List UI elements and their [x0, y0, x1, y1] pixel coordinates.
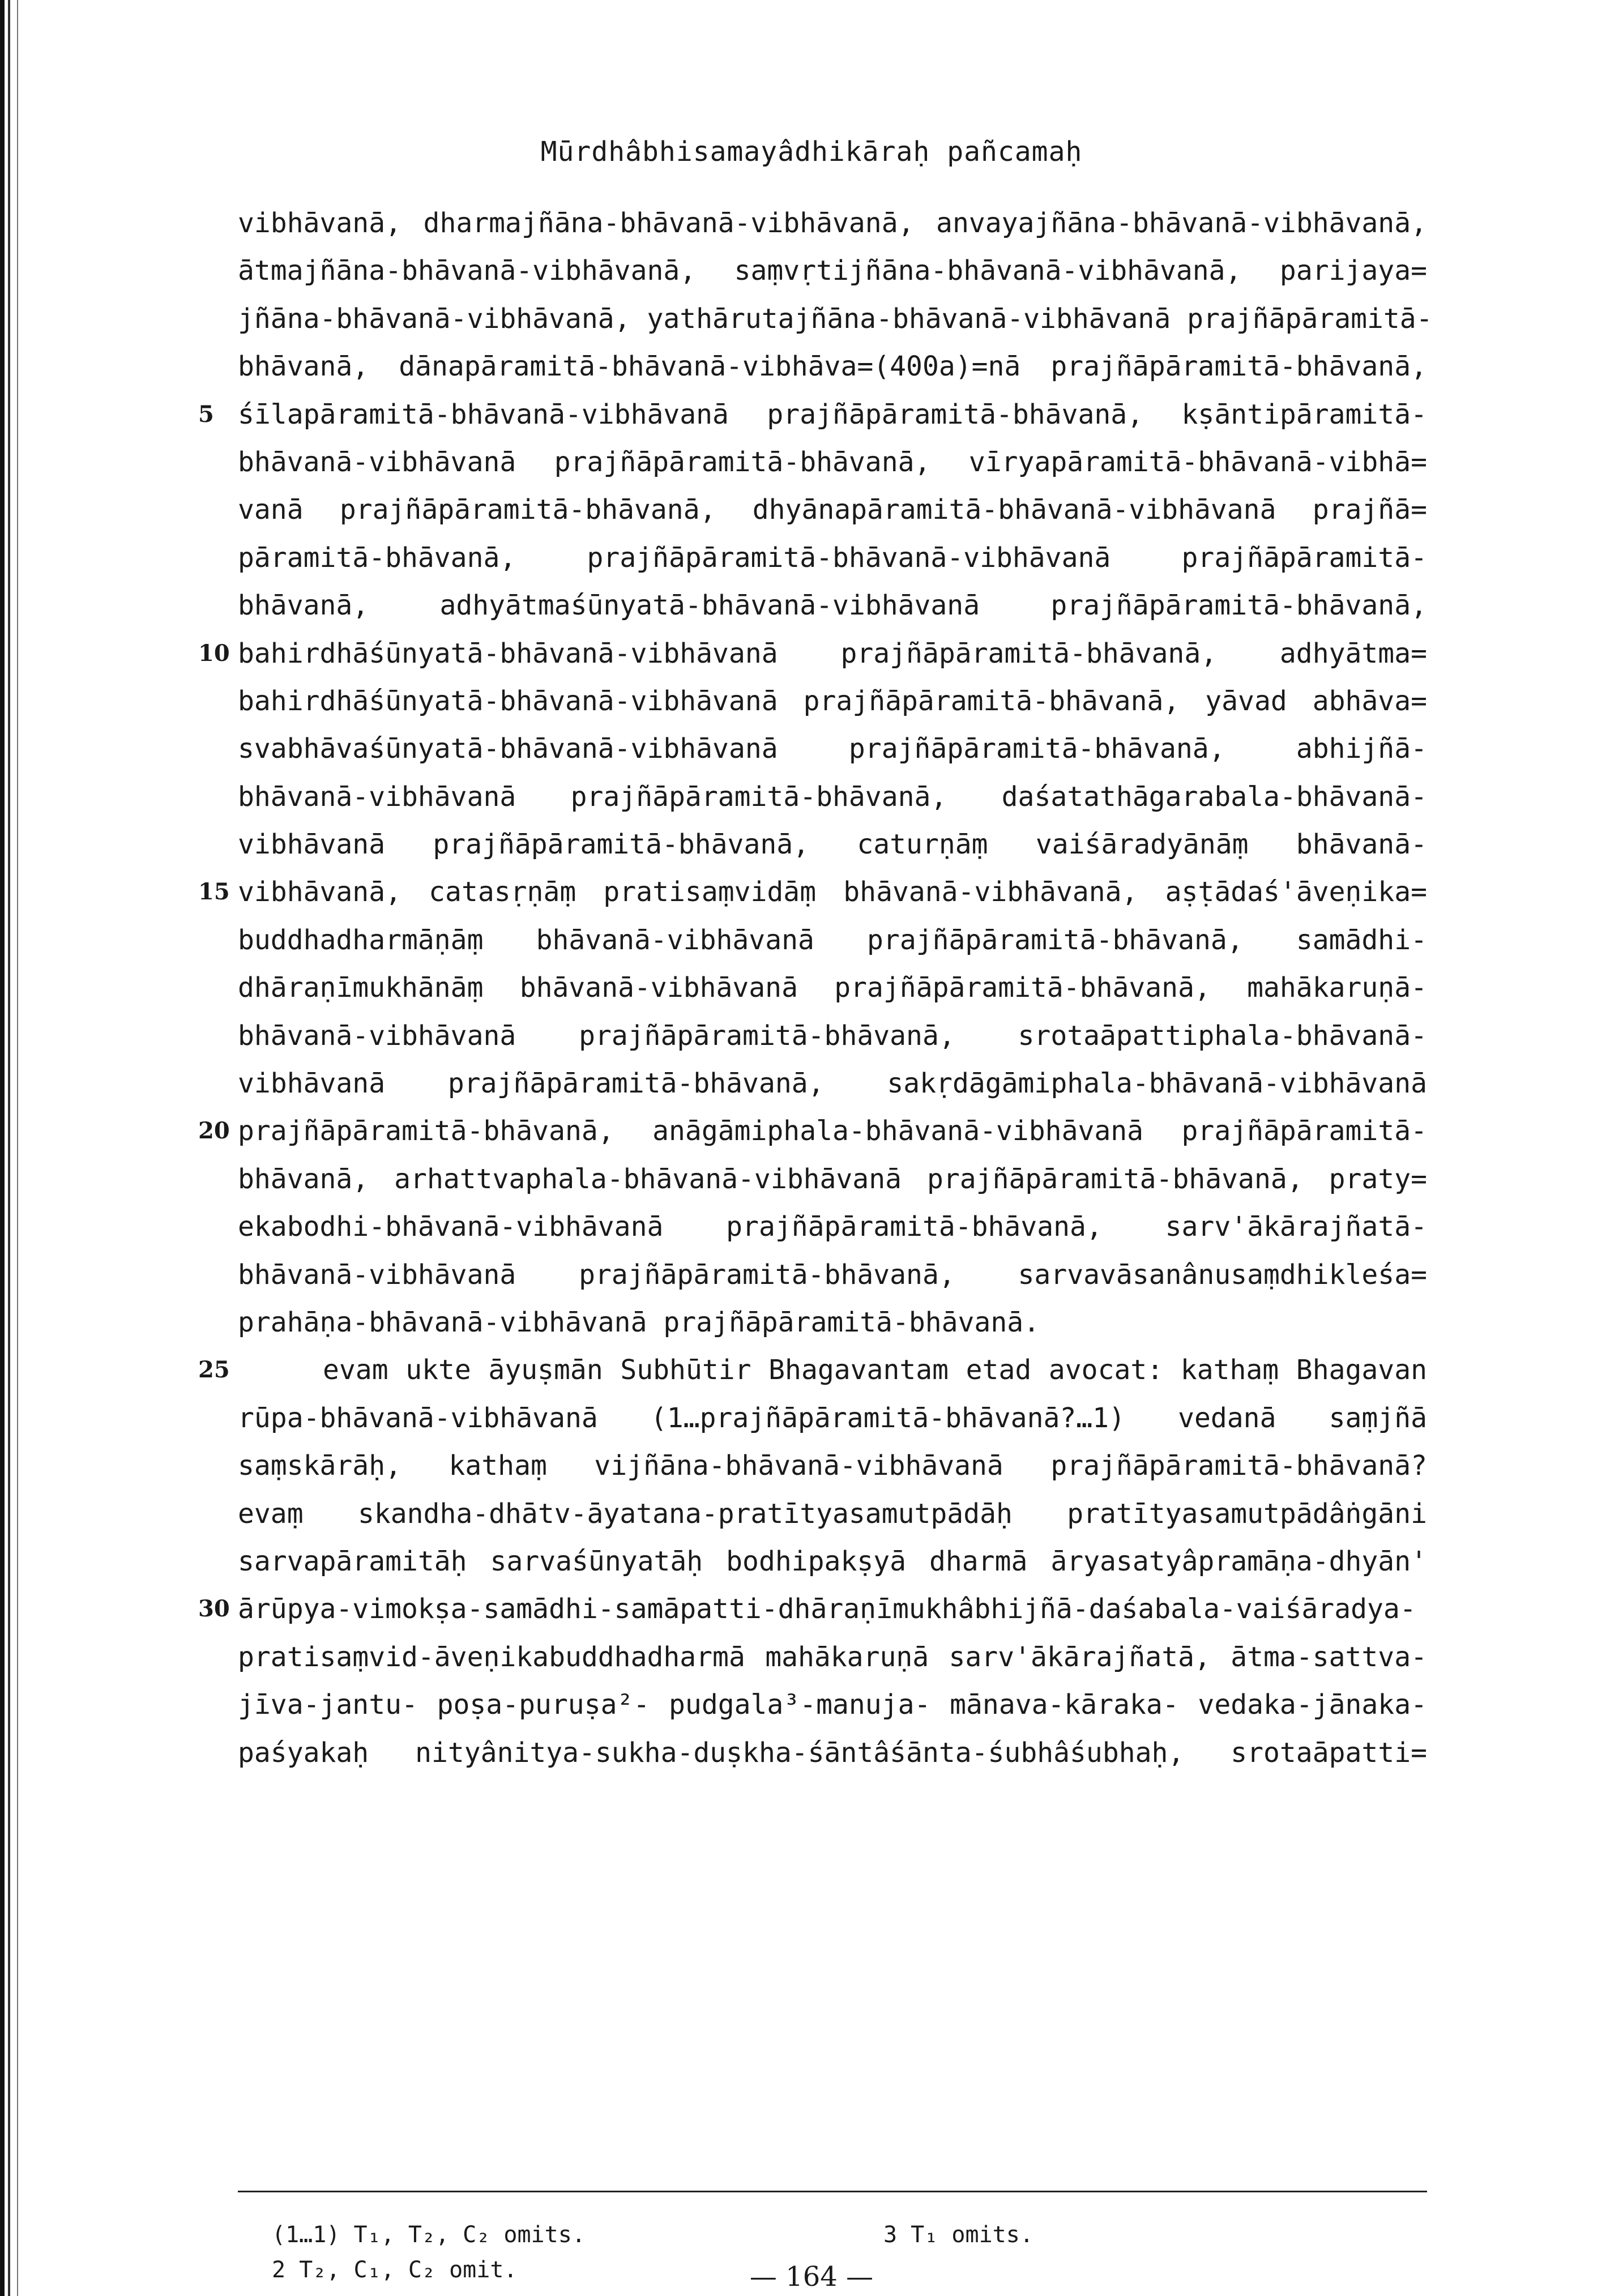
line-number: 30 [198, 1595, 230, 1623]
line-text: paśyakaḥ nityânitya-sukha-duṣkha-śāntâśānta-śubhâśubhaḥ, srotaāpatti= [238, 1736, 1427, 1769]
line-text: dhāraṇīmukhānāṃ bhāvanā-vibhāvanā prajñāpāramitā-bhāvanā, mahākaruṇā- [238, 972, 1427, 1004]
text-line [238, 295, 1433, 343]
line-text: vibhāvanā, dharmajñāna-bhāvanā-vibhāvanā, anvayajñāna-bhāvanā-vibhāvanā, [238, 207, 1427, 239]
line-text: śīlapāramitā-bhāvanā-vibhāvanā prajñāpāramitā-bhāvanā, kṣāntipāramitā- [238, 398, 1427, 430]
line-text: ārūpya-vimokṣa-samādhi-samāpatti-dhāraṇīmukhâbhijñā-daśabala-vaiśāradya- [238, 1593, 1416, 1625]
text-line [238, 1299, 1427, 1346]
line-number: 10 [198, 639, 230, 667]
text-line [198, 1585, 1427, 1633]
text-line [238, 1251, 1427, 1299]
text-line [238, 1012, 1427, 1060]
line-text: bhāvanā-vibhāvanā prajñāpāramitā-bhāvanā, daśatathāgarabala-bhāvanā- [238, 780, 1427, 813]
footnote: 2 T₂, C₁, C₂ omit. [272, 2257, 518, 2283]
line-text: jñāna-bhāvanā-vibhāvanā, yathārutajñāna-bhāvanā-vibhāvanā prajñāpāramitā- [238, 302, 1433, 335]
line-text: svabhāvaśūnyatā-bhāvanā-vibhāvanā prajñāpāramitā-bhāvanā, abhijñā- [238, 733, 1427, 765]
line-text: bhāvanā-vibhāvanā prajñāpāramitā-bhāvanā, sarvavāsanânusaṃdhikleśa= [238, 1258, 1427, 1291]
text-line [238, 677, 1427, 725]
text-line [238, 343, 1427, 390]
line-text: bhāvanā, adhyātmaśūnyatā-bhāvanā-vibhāvanā prajñāpāramitā-bhāvanā, [238, 590, 1427, 622]
line-number: 20 [198, 1117, 230, 1145]
text-line [238, 486, 1427, 534]
running-header: Mūrdhâbhisamayâdhikāraḥ pañcamaḥ [540, 136, 1083, 168]
line-text: sarvapāramitāḥ sarvaśūnyatāḥ bodhipakṣyā dharmā āryasatyâpramāṇa-dhyān' [238, 1545, 1427, 1577]
text-line [238, 1155, 1427, 1203]
text-line [198, 1107, 1427, 1155]
text-line [238, 438, 1427, 486]
line-text: prahāṇa-bhāvanā-vibhāvanā prajñāpāramitā-bhāvanā. [238, 1306, 1040, 1338]
line-number: 15 [198, 878, 230, 906]
text-line [198, 391, 1427, 438]
text-line [238, 1490, 1427, 1538]
scan-edge [0, 0, 40, 2296]
line-text: bahirdhāśūnyatā-bhāvanā-vibhāvanā prajñāpāramitā-bhāvanā, yāvad abhāva= [238, 685, 1427, 717]
line-text: vanā prajñāpāramitā-bhāvanā, dhyānapāramitā-bhāvanā-vibhāvanā prajñā= [238, 494, 1427, 526]
text-line [238, 247, 1427, 295]
main-text [198, 199, 1433, 1777]
line-text: pratisaṃvid-āveṇikabuddhadharmā mahākaruṇā sarv'ākārajñatā, ātma-sattva- [238, 1641, 1427, 1673]
line-text: saṃskārāḥ, kathaṃ vijñāna-bhāvanā-vibhāvanā prajñāpāramitā-bhāvanā? [238, 1450, 1427, 1482]
text-line [238, 199, 1427, 247]
line-text: evam ukte āyuṣmān Subhūtir Bhagavantam etad avocat: kathaṃ Bhagavan [323, 1354, 1427, 1386]
text-line [238, 725, 1427, 773]
text-line [238, 821, 1427, 868]
line-text: rūpa-bhāvanā-vibhāvanā (1…prajñāpāramitā-bhāvanā?…1) vedanā saṃjñā [238, 1402, 1427, 1434]
line-text: bahirdhāśūnyatā-bhāvanā-vibhāvanā prajñāpāramitā-bhāvanā, adhyātma= [238, 637, 1427, 669]
line-text: vibhāvanā prajñāpāramitā-bhāvanā, caturṇāṃ vaiśāradyānāṃ bhāvanā- [238, 829, 1427, 861]
line-text: ekabodhi-bhāvanā-vibhāvanā prajñāpāramitā-bhāvanā, sarv'ākārajñatā- [238, 1211, 1427, 1243]
line-text: bhāvanā, dānapāramitā-bhāvanā-vibhāva=(400a)=nā prajñāpāramitā-bhāvanā, [238, 351, 1427, 383]
line-number: 25 [198, 1356, 230, 1384]
text-line [198, 1346, 1427, 1394]
line-text: vibhāvanā, catasṛṇāṃ pratisaṃvidāṃ bhāvanā-vibhāvanā, aṣṭādaś'āveṇika= [238, 876, 1427, 908]
text-line [238, 1394, 1427, 1442]
text-line [238, 1729, 1427, 1777]
line-text: jīva-jantu- poṣa-puruṣa²- pudgala³-manuja- mānava-kāraka- vedaka-jānaka- [238, 1689, 1427, 1721]
text-line [238, 534, 1427, 582]
text-line [238, 1203, 1427, 1251]
line-text: evaṃ skandha-dhātv-āyatana-pratītyasamutpādāḥ pratītyasamutpādâṅgāni [238, 1497, 1427, 1530]
line-text: bhāvanā, arhattvaphala-bhāvanā-vibhāvanā prajñāpāramitā-bhāvanā, praty= [238, 1163, 1427, 1195]
text-line [198, 868, 1427, 916]
text-line [238, 582, 1427, 629]
footnote: (1…1) T₁, T₂, C₂ omits. [272, 2222, 586, 2248]
line-text: ātmajñāna-bhāvanā-vibhāvanā, saṃvṛtijñāna-bhāvanā-vibhāvanā, parijaya= [238, 255, 1427, 287]
line-text: prajñāpāramitā-bhāvanā, anāgāmiphala-bhāvanā-vibhāvanā prajñāpāramitā- [238, 1115, 1427, 1147]
text-line [198, 630, 1427, 677]
footnote-rule [238, 2191, 1427, 2192]
text-line [238, 773, 1427, 821]
footnotes-right [883, 2217, 1033, 2252]
text-line [238, 1633, 1427, 1681]
text-line [238, 1538, 1427, 1585]
footnote: 3 T₁ omits. [883, 2222, 1033, 2248]
line-text: vibhāvanā prajñāpāramitā-bhāvanā, sakṛdāgāmiphala-bhāvanā-vibhāvanā [238, 1068, 1427, 1100]
text-line [238, 1681, 1427, 1729]
line-text: pāramitā-bhāvanā, prajñāpāramitā-bhāvanā-vibhāvanā prajñāpāramitā- [238, 541, 1427, 574]
text-line [238, 916, 1427, 964]
text-line [238, 1442, 1427, 1490]
line-text: bhāvanā-vibhāvanā prajñāpāramitā-bhāvanā, vīryapāramitā-bhāvanā-vibhā= [238, 446, 1427, 478]
line-text: bhāvanā-vibhāvanā prajñāpāramitā-bhāvanā, srotaāpattiphala-bhāvanā- [238, 1019, 1427, 1052]
text-line [238, 964, 1427, 1012]
line-text: buddhadharmāṇāṃ bhāvanā-vibhāvanā prajñāpāramitā-bhāvanā, samādhi- [238, 924, 1427, 956]
text-line [238, 1060, 1427, 1107]
page-number: — 164 — [749, 2261, 874, 2293]
line-number: 5 [198, 400, 214, 428]
